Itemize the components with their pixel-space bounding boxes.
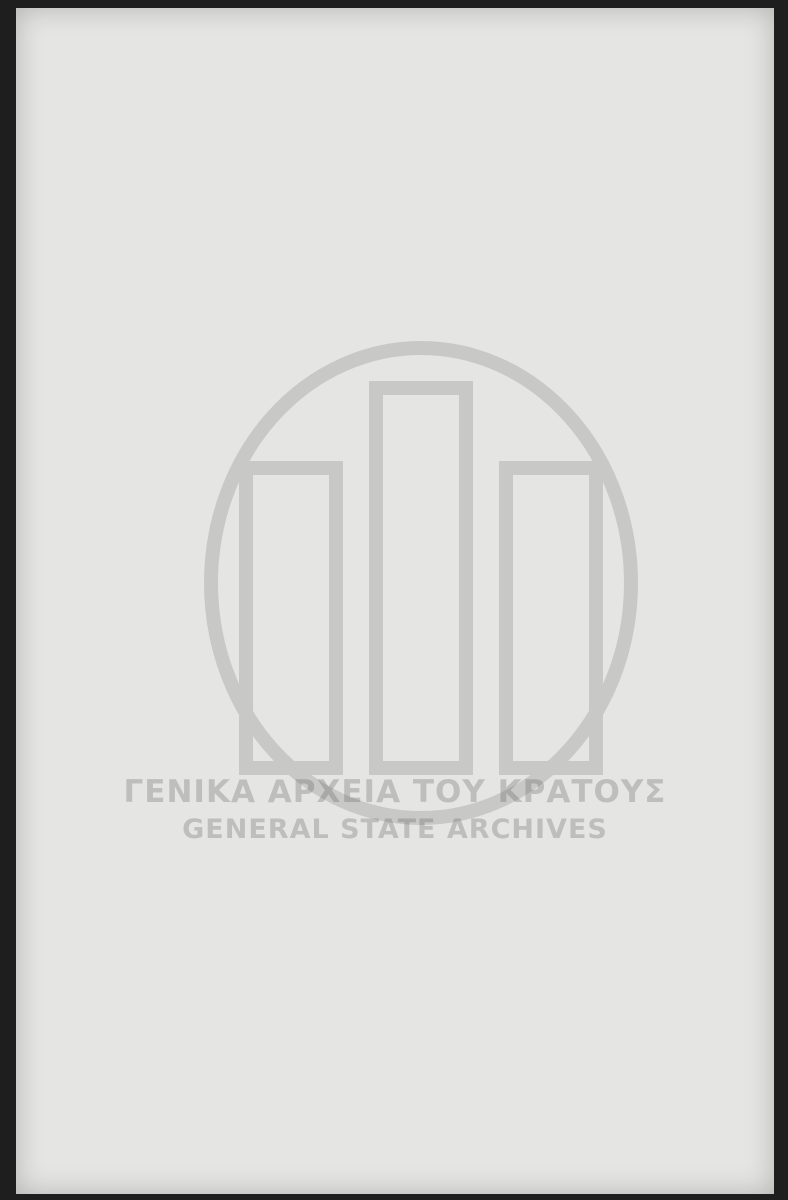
document-page xyxy=(16,8,774,1194)
text-line xyxy=(80,463,760,495)
text-line xyxy=(80,842,760,874)
text-line xyxy=(80,905,760,937)
text-line xyxy=(80,84,760,116)
text-line xyxy=(80,494,760,526)
text-line xyxy=(80,305,760,337)
text-line xyxy=(80,431,760,463)
text-line xyxy=(80,621,760,653)
watermark-english-text: GENERAL STATE ARCHIVES xyxy=(182,814,608,845)
text-line xyxy=(80,52,760,84)
text-line xyxy=(80,652,760,684)
text-line xyxy=(80,1031,760,1063)
watermark-greek-text: ΓΕΝΙΚΑ ΑΡΧΕΙΑ ΤΟΥ ΚΡΑΤΟΥΣ xyxy=(123,774,667,810)
text-line xyxy=(80,400,760,432)
text-line xyxy=(80,368,760,400)
text-line xyxy=(80,1126,760,1158)
text-line xyxy=(80,715,760,747)
text-line xyxy=(80,242,760,274)
text-line xyxy=(80,210,760,242)
text-line xyxy=(80,589,760,621)
text-line xyxy=(80,273,760,305)
text-line xyxy=(80,684,760,716)
text-line xyxy=(80,178,760,210)
text-line xyxy=(80,1189,760,1194)
typewritten-text-body xyxy=(80,52,760,1194)
text-line xyxy=(80,115,760,147)
text-line xyxy=(80,937,760,969)
text-line xyxy=(80,1000,760,1032)
text-line xyxy=(80,1063,760,1095)
text-line xyxy=(80,873,760,905)
text-line xyxy=(80,336,760,368)
text-line xyxy=(80,968,760,1000)
text-line xyxy=(80,558,760,590)
text-line xyxy=(80,1095,760,1127)
text-line xyxy=(80,1158,760,1190)
text-line xyxy=(80,147,760,179)
text-line xyxy=(80,526,760,558)
